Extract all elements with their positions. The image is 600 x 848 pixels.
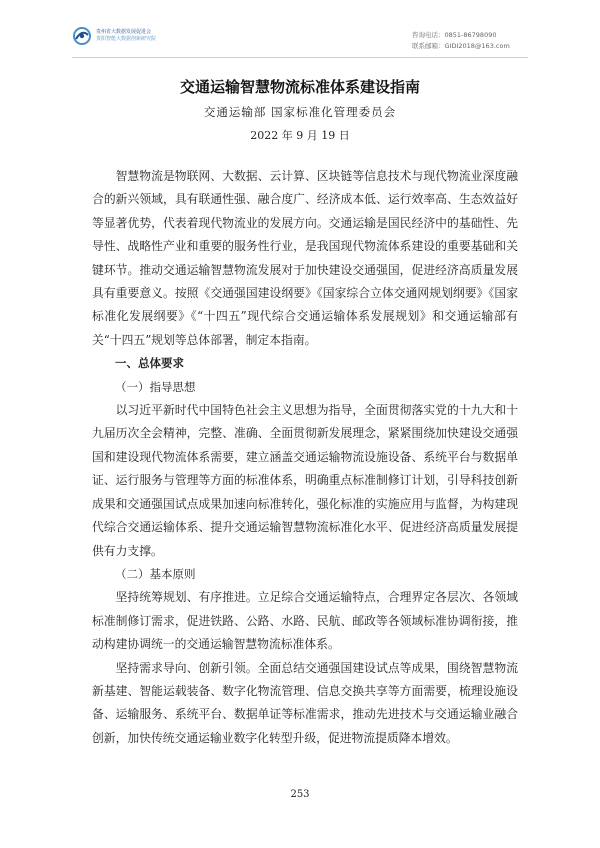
principle-paragraph-1: 坚持统筹规划、有序推进。立足综合交通运输特点，合理界定各层次、各领域标准制修订需求，促进铁路、公路、水路、民航、邮政等各领域标准协调衔接，推动构建协调统一的交通运输智慧物流标准体系。 [92,590,518,652]
page-header [0,0,600,58]
document-date: 2022 年 9 月 19 日 [250,129,350,142]
contact-email: 联系邮箱：GIDI2018@163.com [412,42,510,50]
contact-phone: 咨询电话：0851-86798090 [412,31,497,39]
guiding-paragraph: 以习近平新时代中国特色社会主义思想为指导，全面贯彻落实党的十九大和十九届历次全会精神，完整、准确、全面贯彻新发展理念，紧紧围绕加快建设交通强国和建设现代物流体系需要，建立涵盖交通运输物流设施设备、系统平台与数据单证、运行服务与管理等方面的标准体系，明确重点标准制修订计划，引导科技创新成果和交通强国试点成果加速向标准转化，强化标准的实施应用与监督，为构建现代综合交通运输体系、提升交通运输智慧物流标准化水平、促进经济高质量发展提供有力支撑。 [92,403,518,558]
document-title: 交通运输智慧物流标准体系建设指南 [179,78,420,96]
document-authors: 交通运输部 国家标准化管理委员会 [203,105,397,119]
organization-logo [72,26,156,46]
contact-info [412,30,510,52]
header-divider [72,57,528,58]
intro-paragraph: 智慧物流是物联网、大数据、云计算、区块链等信息技术与现代物流业深度融合的新兴领域，具有联通性强、融合度广、经济成本低、运行效率高、生态效益好等显著优势，代表着现代物流业的发展方向。交通运输是国民经济中的基础性、先导性、战略性产业和重要的服务性行业，是我国现代物流体系建设的重要基础和关键环节。推动交通运输智慧物流发展对于加快建设交通强国，促进经济高质量发展具有重要意义。按照《交通强国建设纲要》《国家综合立体交通网规划纲要》《国家标准化发展纲要》《“十四五”现代综合交通运输体系发展规划》和交通运输部有关“十四五”规划等总体部署，制定本指南。 [92,169,518,347]
principle-paragraph-2: 坚持需求导向、创新引领。全面总结交通强国建设试点等成果，围绕智慧物流新基建、智能运载装备、数字化物流管理、信息交换共享等方面需要，梳理设施设备、运输服务、系统平台、数据单证等标准需求，推动先进技术与交通运输业融合创新，加快传统交通运输业数字化转型升级，促进物流提质降本增效。 [92,660,518,745]
logo-line-1: 贵州省大数据发展促进会 [96,29,152,35]
section-heading: 一、总体要求 [115,356,184,371]
subsection-heading-principles: （二）基本原则 [115,566,196,581]
subsection-heading-guiding: （一）指导思想 [115,379,196,394]
document-body [92,165,518,750]
logo-icon [72,26,92,46]
logo-line-2: 贵阳智能大数据创新研究院 [96,36,157,42]
page-number: 253 [290,789,310,800]
